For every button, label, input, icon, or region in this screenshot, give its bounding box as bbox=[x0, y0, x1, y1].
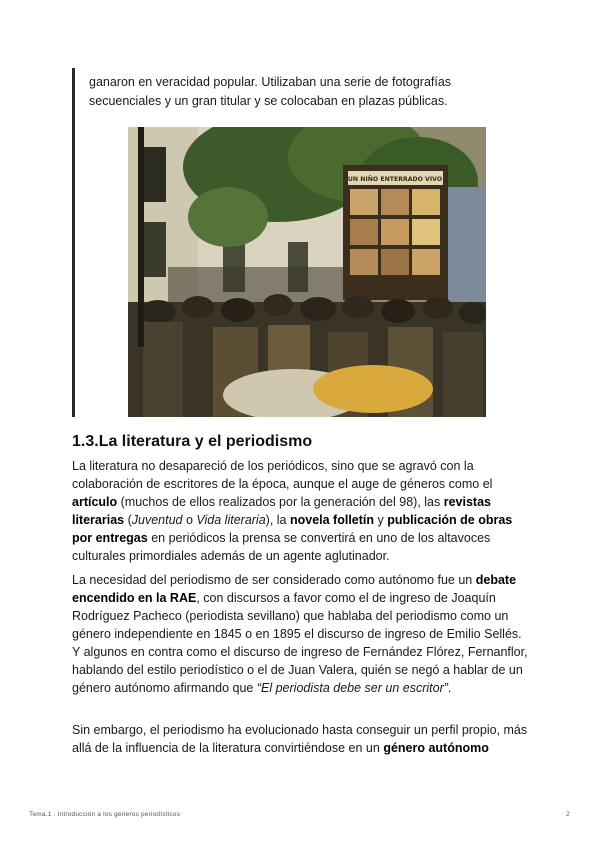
paragraph: Sin embargo, el periodismo ha evolucionado hasta conseguir un perfil propio, más allá de la influencia de la literatura convirtiéndose en un género autónomo bbox=[72, 723, 528, 755]
photo-illustration bbox=[128, 127, 486, 417]
paragraph: La necesidad del periodismo de ser considerado como autónomo fue un debate encendido en la RAE, con discursos a favor como el de ingreso de Joaquín Rodríguez Pacheco (periodista sevillano) que hablaba del periodismo como un género independiente en 1845 o en 1895 el discurso de ingreso de Emilio Sellés. Y algunos en contra como el discurso de ingreso de Fernández Flórez, Fernanflor, hablando del estilo periodístico o el de Juan Valera, quién se negó a hablar de un género autónomo afirmando que “El periodista debe ser un escritor”. bbox=[72, 573, 528, 695]
paragraph: La literatura no desapareció de los periódicos, sino que se agravó con la colaboración de escritores de la época, aunque el auge de géneros como el artículo (muchos de ellos realizados por la generación del 98), las revistas literarias (Juventud o Vida literaria), la novela folletín y publicación de obras por entregas en periódicos la prensa se convertirá en uno de los altavoces culturales primordiales además de un agente aglutinador. bbox=[72, 459, 513, 563]
historical-photo bbox=[128, 127, 486, 417]
section-title: 1.3.La literatura y el periodismo bbox=[72, 433, 313, 450]
quote-text: ganaron en veracidad popular. Utilizaban una serie de fotografías secuenciales y un gran titular y se colocaban en plazas públicas. bbox=[89, 75, 452, 108]
page-number: 2 bbox=[566, 811, 570, 818]
footer-title: Tema.1 . Introducción a los generos periodísticos bbox=[29, 811, 181, 818]
sign-text: UN NIÑO ENTERRADO VIVO bbox=[347, 176, 443, 183]
